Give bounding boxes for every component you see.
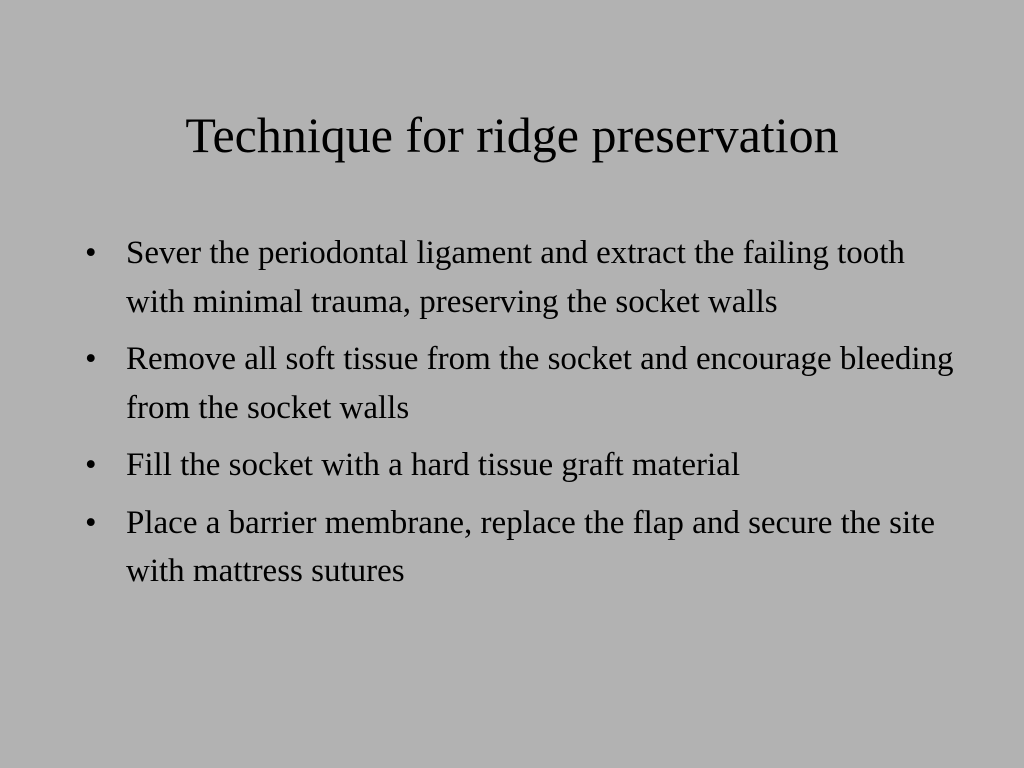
bullet-icon: • <box>85 447 97 483</box>
bullet-text: Fill the socket with a hard tissue graft material <box>126 447 740 483</box>
bullet-icon: • <box>85 341 97 377</box>
slide-title: Technique for ridge preservation <box>185 107 839 163</box>
bullet-item <box>85 441 965 490</box>
bullet-list <box>85 229 965 605</box>
bullet-item <box>85 229 965 326</box>
bullet-icon: • <box>85 504 97 541</box>
bullet-icon: • <box>85 235 97 271</box>
bullet-item <box>85 335 965 432</box>
bullet-item <box>85 499 965 596</box>
bullet-text: Sever the periodontal ligament and extract the failing tooth with minimal trauma, preserving the socket walls <box>126 235 905 320</box>
bullet-text: Remove all soft tissue from the socket and encourage bleeding from the socket walls <box>126 341 954 426</box>
bullet-text: Place a barrier membrane, replace the flap and secure the site with mattress sutures <box>126 504 935 589</box>
